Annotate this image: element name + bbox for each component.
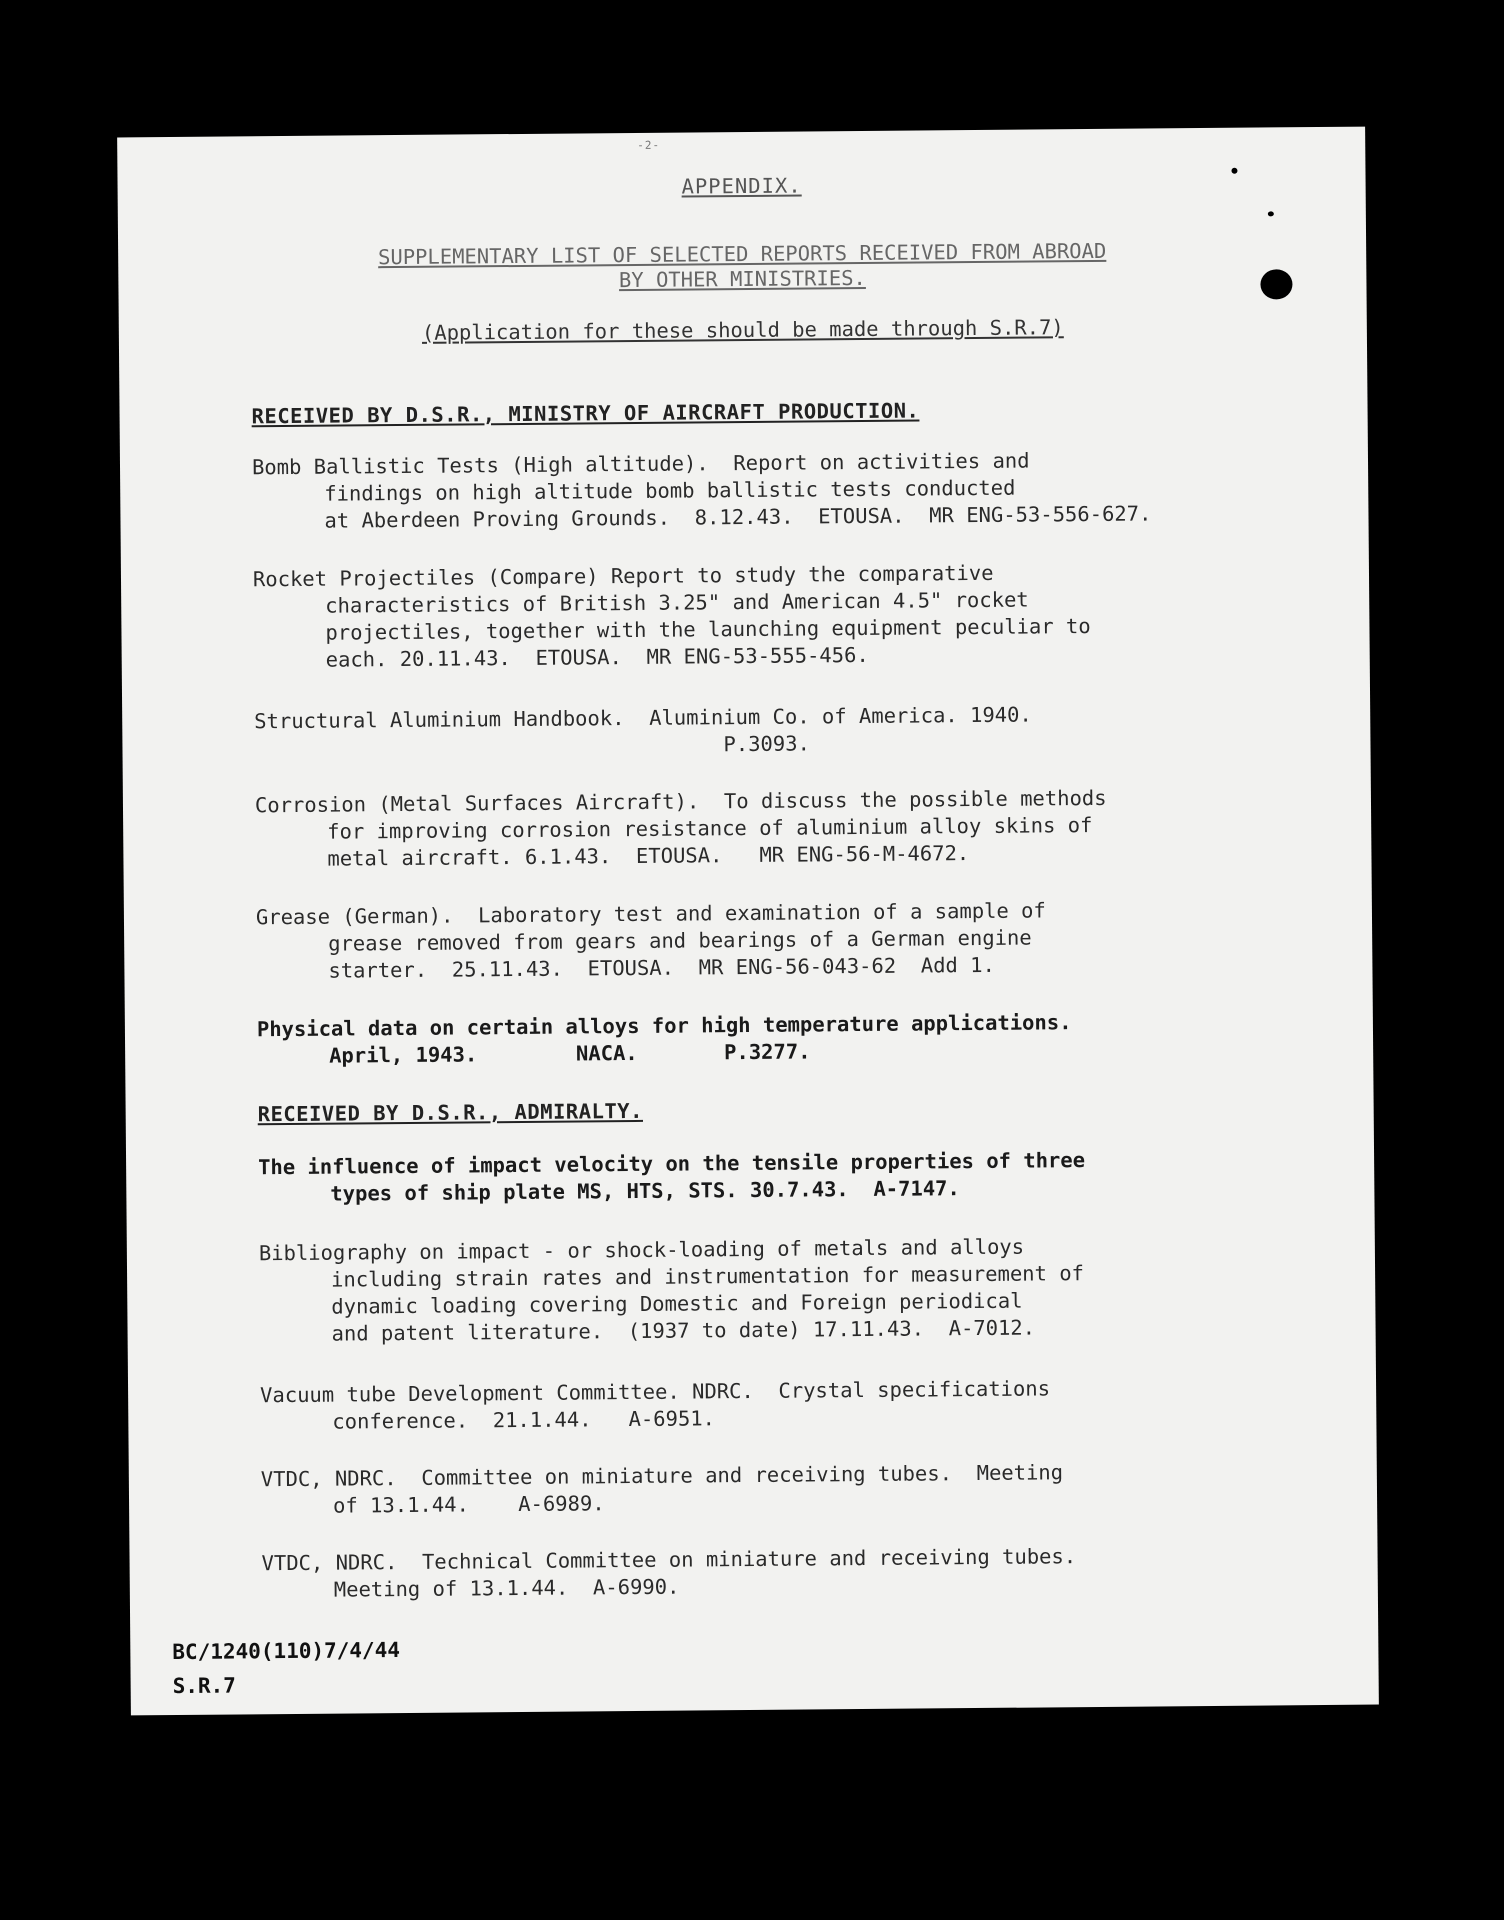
report-entry [258, 1146, 1258, 1209]
footer-code: S.R.7 [172, 1673, 236, 1699]
entry-line: Rocket Projectiles (Compare) Report to study the comparative [252, 560, 994, 592]
entry-line: The influence of impact velocity on the tensile properties of three [258, 1148, 1086, 1180]
entry-line: types of ship plate MS, HTS, STS. 30.7.43. A-7147. [330, 1176, 960, 1206]
entry-line: for improving corrosion resistance of aluminium alloy skins of [327, 812, 1093, 844]
report-entry [253, 558, 1254, 675]
entry-line: conference. 21.1.44. A-6951. [332, 1406, 716, 1434]
entry-line: April, 1943. NACA. P.3277. [329, 1039, 811, 1068]
document-page [117, 127, 1379, 1716]
entry-line: and patent literature. (1937 to date) 17.11.43. A-7012. [331, 1315, 1036, 1346]
entry-line: VTDC, NDRC. Technical Committee on miniature and receiving tubes. [261, 1544, 1077, 1576]
supplementary-line-2: BY OTHER MINISTRIES. [618, 265, 866, 293]
entry-line: P.3093. [254, 731, 810, 761]
appendix-title: APPENDIX. [681, 173, 802, 199]
ink-speck [1231, 168, 1237, 174]
entry-line: Grease (German). Laboratory test and examination of a sample of [255, 898, 1046, 930]
report-entry [261, 1542, 1261, 1605]
entry-line: Bibliography on impact - or shock-loading of metals and alloys [258, 1234, 1025, 1266]
report-entry [256, 896, 1257, 986]
section-heading-admiralty: RECEIVED BY D.S.R., ADMIRALTY. [257, 1098, 644, 1127]
entry-line: of 13.1.44. A-6989. [332, 1491, 605, 1518]
application-note: (Application for these should be made through S.R.7) [421, 315, 1064, 345]
entry-line: Corrosion (Metal Surfaces Aircraft). To discuss the possible methods [254, 785, 1107, 818]
entry-line: each. 20.11.43. ETOUSA. MR ENG-53-555-456. [325, 642, 869, 672]
entry-line: at Aberdeen Proving Grounds. 8.12.43. ETOUSA. MR ENG-53-556-627. [324, 501, 1152, 533]
entry-line: grease removed from gears and bearings of a German engine [328, 925, 1032, 956]
report-entry [255, 784, 1256, 874]
report-entry [254, 700, 1254, 763]
ink-blot [1260, 269, 1292, 299]
footer-reference: BC/1240(110)7/4/44 [172, 1638, 401, 1665]
entry-line: Bomb Ballistic Tests (High altitude). Report on activities and [251, 448, 1030, 480]
entry-line: Structural Aluminium Handbook. Aluminium Co. of America. 1940. [254, 702, 1032, 734]
supplementary-line-1: SUPPLEMENTARY LIST OF SELECTED REPORTS RECEIVED FROM ABROAD [377, 238, 1107, 270]
entry-line: characteristics of British 3.25" and American 4.5" rocket [325, 587, 1029, 618]
report-entry [257, 1008, 1257, 1071]
report-entry [259, 1232, 1260, 1349]
section-heading-map: RECEIVED BY D.S.R., MINISTRY OF AIRCRAFT PRODUCTION. [251, 398, 920, 429]
entry-line: Physical data on certain alloys for high temperature applications. [256, 1010, 1072, 1042]
report-entry [252, 446, 1253, 536]
report-entry [261, 1458, 1261, 1521]
entry-line: starter. 25.11.43. ETOUSA. MR ENG-56-043-62 Add 1. [328, 952, 995, 983]
entry-line: VTDC, NDRC. Committee on miniature and receiving tubes. Meeting [260, 1460, 1064, 1492]
entry-line: Vacuum tube Development Committee. NDRC. Crystal specifications [260, 1376, 1051, 1408]
page-mark: -2- [637, 138, 661, 152]
supplementary-title [118, 237, 1366, 298]
entry-line: dynamic loading covering Domestic and Foreign periodical [331, 1288, 1023, 1319]
report-entry [260, 1374, 1260, 1437]
entry-line: projectiles, together with the launching equipment peculiar to [325, 613, 1091, 645]
ink-speck [1268, 211, 1274, 216]
entry-line: findings on high altitude bomb ballistic tests conducted [324, 475, 1016, 506]
entry-line: metal aircraft. 6.1.43. ETOUSA. MR ENG-56-M-4672. [327, 841, 970, 871]
entry-line: including strain rates and instrumentation for measurement of [331, 1261, 1085, 1292]
entry-line: Meeting of 13.1.44. A-6990. [333, 1574, 680, 1602]
